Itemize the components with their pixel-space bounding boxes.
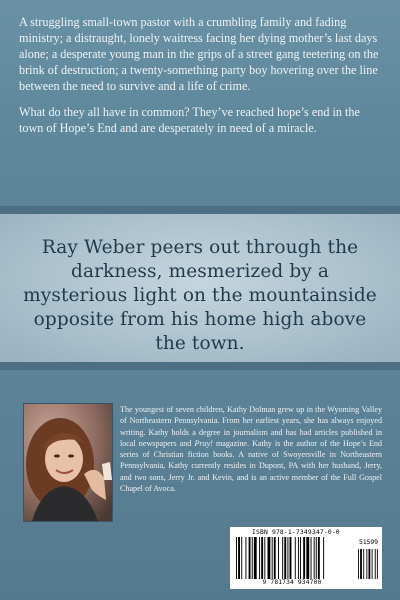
blurb [19, 14, 383, 146]
bio-text: The youngest of seven children, Kathy Dolman grew up in the Wyoming Valley of Northeastern Pennsylvania. From her earliest years, she has always enjoyed writing. Kathy holds a degree in journalism and has had articles published in local newspapers and [120, 405, 382, 448]
isbn-text: ISBN 978-1-7349347-0-0 [252, 529, 340, 536]
blurb-paragraph: A struggling small-town pastor with a crumbling family and fading ministry; a distraught, lonely waitress facing her dying mother’s last days alone; a desperate young man in the grips of a street gang teetering on the brink of destruction; a twenty-something party boy hovering over the line between the need to survive and a life of crime. [19, 15, 379, 93]
divider-stripe [0, 362, 400, 370]
bio-text: magazine. Kathy is the author of the Hope’s End series of Christian fiction books. A native of Swoyersville in Northeastern Pennsylvania, Kathy currently resides in Dupont, PA with her husband, Jerry, and two sons, Jerry Jr. and Kevin, and is an active member of the Full Gospel Chapel of Avoca. [120, 438, 382, 494]
blurb-paragraph: What do they all have in common? They’ve reached hope’s end in the town of Hope’s End and are desperately in need of a miracle. [19, 105, 360, 135]
magazine-title: Pray! [194, 438, 213, 448]
author-portrait-icon [24, 404, 112, 521]
author-photo [23, 403, 113, 522]
teaser-text: Ray Weber peers out through the darkness, mesmerized by a mysterious light on the mountainside opposite from his home high above the town. [23, 237, 377, 354]
divider-stripe [0, 206, 400, 214]
barcode-box [230, 527, 382, 589]
ean-digits: 9 781734 934700 [262, 579, 322, 586]
author-bio [120, 404, 382, 494]
price-code: 51599 [359, 539, 378, 546]
